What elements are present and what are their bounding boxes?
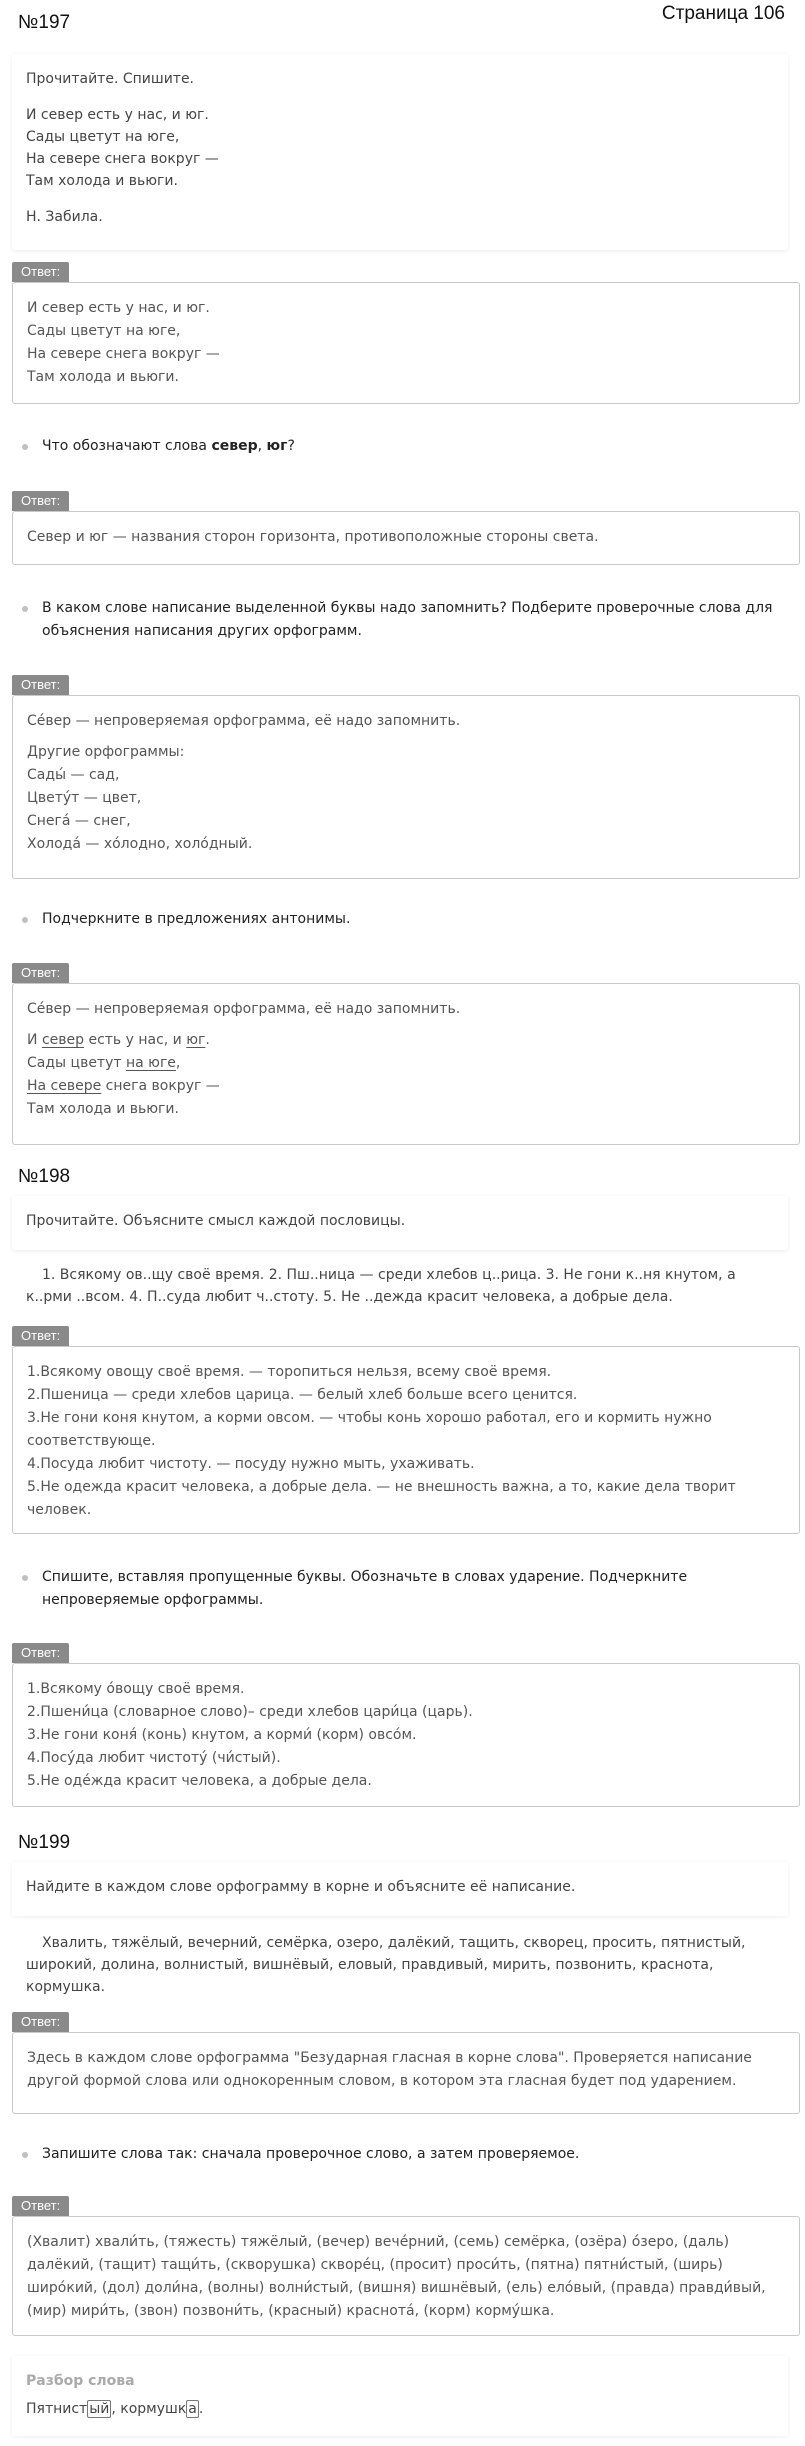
answer-line: 1.Всякому овощу своё время. — торопиться нельзя, всему своё время. [27, 1364, 552, 1380]
answer-box [12, 695, 800, 879]
answer-line: 3.Не гони коня кнутом, а корми овсом. — чтобы конь хорошо работал, его и кормить нужно соответствующе. [27, 1410, 712, 1449]
answer-label: Ответ: [12, 491, 69, 511]
text: . [198, 2401, 204, 2417]
answer-line: 4.Посуда любит чистоту. — посуду нужно мыть, ухаживать. [27, 1456, 475, 1472]
antonym: на юге [125, 1055, 176, 1071]
answer-line: И север есть у нас, и юг. [27, 300, 210, 316]
antonym: На севере [27, 1078, 102, 1094]
text: . [205, 1032, 210, 1048]
word-analysis-title: Разбор слова [26, 2373, 135, 2389]
question-text: Что обозначают слова [42, 438, 212, 454]
answer-line [27, 1075, 785, 1098]
antonym: север [41, 1032, 84, 1048]
task-text: Хвалить, тяжёлый, вечерний, семёрка, озеро, далёкий, тащить, скворец, просить, пятнистый, широкий, долина, волнистый, вишнёвый, еловый, правдивый, мирить, позвонить, краснота, кормушка. [26, 1935, 746, 1995]
poem-line: И север есть у нас, и юг. [26, 107, 209, 123]
task-instruction: Прочитайте. Спишите. [26, 71, 195, 87]
question: Запишите слова так: сначала проверочное слово, а затем проверяемое. [20, 2143, 790, 2166]
task-card-199 [12, 1862, 788, 1916]
answer-line: Север и юг — названия сторон горизонта, противоположные стороны света. [27, 529, 599, 545]
answer-line: Цвету́т — цвет, [27, 790, 142, 806]
answer-box [12, 983, 800, 1145]
question [20, 435, 790, 458]
answer-line: 5.Не одежда красит человека, а добрые дела. — не внешность важна, а то, какие дела творит человек. [27, 1479, 736, 1518]
antonym: юг [186, 1032, 206, 1048]
answer-line: 4.Посу́да любит чистоту́ (чи́стый). [27, 1750, 281, 1766]
answer-line: 5.Не оде́жда красит человека, а добрые дела. [27, 1773, 372, 1789]
answer-line: Сады́ — сад, [27, 767, 120, 783]
keyword: север [211, 438, 258, 454]
answer-label: Ответ: [12, 2012, 69, 2032]
answer-label: Ответ: [12, 1326, 69, 1346]
text: , [175, 1055, 181, 1071]
word: Пятнист [26, 2401, 88, 2417]
keyword: юг [266, 438, 288, 454]
ending-mark: а [188, 2401, 197, 2417]
answer-box [12, 2216, 800, 2336]
answer-line: 2.Пшеница — среди хлебов царица. — белый хлеб больше всего ценится. [27, 1387, 578, 1403]
answer-line: 1.Всякому о́вощу своё время. [27, 1681, 245, 1697]
task-number-197: №197 [18, 12, 71, 33]
answer-box [12, 1663, 800, 1807]
ending-mark: ый [89, 2401, 110, 2417]
word-analysis-card [12, 2356, 788, 2436]
answer-box [12, 282, 800, 404]
answer-line: Холода́ — хо́лодно, холо́дный. [27, 836, 253, 852]
text: снега вокруг — [101, 1078, 220, 1094]
word: , кормушк [111, 2401, 187, 2417]
answer-line: На севере снега вокруг — [27, 346, 220, 362]
answer-label: Ответ: [12, 262, 69, 282]
answer-line: Другие орфограммы: [27, 744, 185, 760]
task-instruction: Прочитайте. Объясните смысл каждой пословицы. [26, 1213, 406, 1229]
answer-line [27, 1052, 785, 1075]
answer-label: Ответ: [12, 2196, 69, 2216]
task-card-198 [12, 1196, 788, 1250]
answer-line: Сады цветут на юге, [27, 323, 181, 339]
poem [26, 104, 774, 192]
answer-box [12, 1346, 800, 1534]
question: Подчеркните в предложениях антонимы. [20, 908, 790, 931]
answer-line: Там холода и вьюги. [27, 369, 179, 385]
answer-line: Здесь в каждом слове орфограмма "Безударная гласная в корне слова". Проверяется написание другой формой слова или однокоренным словом, в котором эта гласная будет под ударением. [27, 2050, 752, 2089]
word-analysis-line [26, 2398, 774, 2420]
answer-label: Ответ: [12, 1643, 69, 1663]
question: Спишите, вставляя пропущенные буквы. Обозначьте в словах ударение. Подчеркните непроверяемые орфограммы. [20, 1566, 790, 1612]
answer-line: (Хвалит) хвали́ть, (тяжесть) тяжёлый, (вечер) вече́рний, (семь) семёрка, (озёра) о́зеро, (даль) далёкий, (тащит) тащи́ть, (скворушка) скворе́ц, (просит) проси́ть, (пятна) пятни́стый, (ширь) широ́кий, (дол) доли́на, (волны) волни́стый, (вишня) вишнёвый, (ель) ело́вый, (правда) правди́вый, (мир) мири́ть, (звон) позвони́ть, (красный) краснота́, (корм) корму́шка. [27, 2234, 766, 2319]
task-card-197 [12, 54, 788, 250]
answer-label: Ответ: [12, 963, 69, 983]
answer-line [27, 1029, 785, 1052]
answer-line: Снега́ — снег, [27, 813, 131, 829]
poem-line: На севере снега вокруг — [26, 151, 219, 167]
answer-line: Се́вер — непроверяемая орфограмма, её надо запомнить. [27, 1001, 461, 1017]
task-number-198: №198 [18, 1166, 71, 1187]
question-text: ? [287, 438, 295, 454]
task-text: 1. Всякому ов..щу своё время. 2. Пш..ница — среди хлебов ц..рица. 3. Не гони к..ня кнутом, а к..рми ..всом. 4. П..суда любит ч..стоту. 5. Не ..дежда красит человека, а добрые дела. [26, 1267, 736, 1305]
poem-line: Там холода и вьюги. [26, 173, 178, 189]
text: Сады цветут [27, 1055, 126, 1071]
poem-line: Сады цветут на юге, [26, 129, 180, 145]
poem-author: Н. Забила. [26, 209, 103, 225]
answer-box [12, 511, 800, 565]
text: И [27, 1032, 42, 1048]
text: есть у нас, и [84, 1032, 187, 1048]
task-instruction: Найдите в каждом слове орфограмму в корне и объясните её написание. [26, 1879, 576, 1895]
question: В каком слове написание выделенной буквы надо запомнить? Подберите проверочные слова для объяснения написания других орфограмм. [20, 597, 790, 643]
answer-line: 2.Пшени́ца (словарное слово)– среди хлебов цари́ца (царь). [27, 1704, 473, 1720]
answer-line: Се́вер — непроверяемая орфограмма, её надо запомнить. [27, 713, 461, 729]
answer-box [12, 2032, 800, 2114]
answer-line: 3.Не гони коня́ (конь) кнутом, а корми́ (корм) овсо́м. [27, 1727, 417, 1743]
page-number: Страница 106 [661, 3, 785, 24]
answer-label: Ответ: [12, 675, 69, 695]
question-text: , [257, 438, 267, 454]
task-number-199: №199 [18, 1832, 71, 1853]
answer-line: Там холода и вьюги. [27, 1101, 179, 1117]
